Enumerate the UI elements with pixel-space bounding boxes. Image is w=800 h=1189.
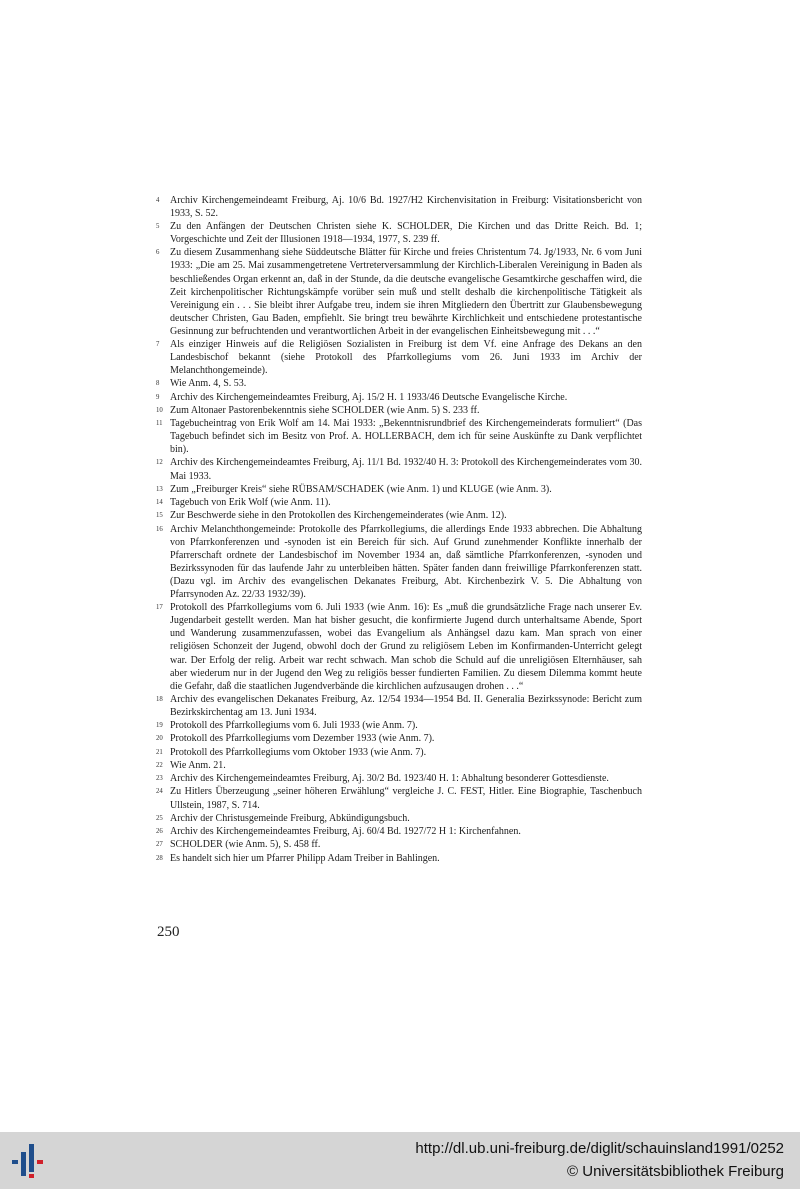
source-url-link[interactable]: http://dl.ub.uni-freiburg.de/diglit/schauinsland1991/0252 [415,1140,784,1157]
footnote-number: 16 [156,525,163,533]
footnote-text: Tagebuch von Erik Wolf (wie Anm. 11). [170,496,331,508]
footnote-number: 25 [156,814,163,822]
footnote-number: 27 [156,841,163,849]
footnote-number: 23 [156,775,163,783]
footnote-number: 26 [156,827,163,835]
footnote-number: 18 [156,695,163,703]
footnote-text: Protokoll des Pfarrkollegiums vom 6. Juli 1933 (wie Anm. 16): Es „muß die grundsätzliche Frage nach unserer Ev. Jugendarbeit gestellt werden. Man hat bisher gesucht, die konfirmierte Jugend durch unterhaltsame Abende, Sport und Wanderung zusammenzufassen, wobei das Evangelium als Anhängsel dazu kam. Man sprach von einer religiösen Schonzeit der Jugend, obwohl doch der Grund zu religiösem Leben im Konfirmanden-Unterricht gelegt war. Der Erfolg der relig. Arbeit war recht schwach. Man schob die Schuld auf die unreligiösen Elternhäuser, sah aber wiederum nur in der Jugend den Weg zu religiös besser fundierten Familien. Zu diesem Dilemma kommt heute die Gefahr, daß die staatlichen Jugendverbände die kirchlichen aufzusaugen drohen . . .“ [170,602,642,692]
footnote-number: 7 [156,341,160,349]
footnote-text: Protokoll des Pfarrkollegiums vom Oktober 1933 (wie Anm. 7). [170,746,427,758]
footnote [156,483,642,496]
footer-bar [0,1132,800,1189]
footnote-text: Zu diesem Zusammenhang siehe Süddeutsche Blätter für Kirche und freies Christentum 74. Jg/1933, Nr. 6 vom Juni 1933: „Die am 25. Mai zusammengetretene Vertreterversammlung der Kirchlich-Liberalen Vereinigung in Baden als beschließendes Organ erkennt an, daß in der Stunde, da die deutsche evangelische Gesamtkirche geschaffen wird, die Zeit kirchenpolitischer Richtungskämpfe vorüber sein muß und stellt deshalb die kirchenpolitische Tätigkeit als Vereinigung ein . . . Sie bleibt ihrer Aufgabe treu, indem sie ihren Mitgliedern den Übertritt zur Glaubensbewegung deutscher Christen, Gau Baden, empfiehlt. Sie bringt treu bewährte Kirchlichkeit und entschiedene protestantische Gesinnung zur befruchtenden und verantwortlichen Arbeit in der evangelischen Einheitsbewegung mit . . .“ [170,247,642,337]
footnote [156,785,642,811]
footnote-number: 4 [156,197,160,204]
footnote-number: 21 [156,748,163,756]
footnote [156,391,642,404]
footnote-number: 20 [156,735,163,743]
page-number: 250 [157,924,180,940]
footnote [156,194,642,220]
footnote-text: Protokoll des Pfarrkollegiums vom Dezember 1933 (wie Anm. 7). [170,733,435,745]
footnote-text: Archiv Melanchthongemeinde: Protokolle des Pfarrkollegiums, die allerdings Ende 1933 abbrechen. Die Abhaltung von Pfarrkonferenzen und -synoden ist ein Bereich für sich. Auf Grund zunehmender Konflikte innerhalb der Pfarrerschaft ordnete der Landesbischof im November 1934 an, daß sämtliche Pfarrkonferenzen, -synoden und Bezirkssynoden für das laufende Jahr zu unterbleiben hätten. Später fanden dann freiwillige Pfarrkonferenzen statt. (Dazu vgl. im Archiv des evangelischen Dekanates Freiburg, Abt. Kirchenbezirk V. 5. Die Abhaltung von Pfarrsynoden Az. 22/33 1932/39). [170,523,642,601]
footnote-number: 9 [156,393,160,401]
footnote [156,825,642,838]
footnote-number: 6 [156,249,160,257]
footnote [156,523,642,602]
footnote [156,338,642,377]
footnote [156,220,642,246]
footnote-text: Wie Anm. 4, S. 53. [170,378,247,390]
footnote-number: 11 [156,420,163,428]
footnote-number: 28 [156,854,163,862]
footnote [156,772,642,785]
footnote-text: Zur Beschwerde siehe in den Protokollen des Kirchengemeinderates (wie Anm. 12). [170,510,507,522]
footnote [156,601,642,693]
footnote-text: Archiv des Kirchengemeindeamtes Freiburg, Aj. 60/4 Bd. 1927/72 H 1: Kirchenfahnen. [170,825,521,837]
footnote-number: 15 [156,512,163,520]
footnote-number: 13 [156,485,163,493]
footnote [156,852,642,865]
footnote [156,693,642,719]
footnote [156,719,642,732]
footnote-number: 17 [156,604,163,612]
footnote-text: Archiv des Kirchengemeindeamtes Freiburg, Aj. 15/2 H. 1 1933/46 Deutsche Evangelische Kirche. [170,391,568,403]
footnotes-list [156,194,642,865]
footnote-number: 14 [156,498,163,506]
footnote [156,509,642,522]
footnote-text: Zum „Freiburger Kreis“ siehe RÜBSAM/SCHADEK (wie Anm. 1) und KLUGE (wie Anm. 3). [170,483,552,495]
copyright-text: © Universitätsbibliothek Freiburg [567,1163,784,1180]
footnote-number: 19 [156,721,163,729]
footnote-text: Archiv der Christusgemeinde Freiburg, Abkündigungsbuch. [170,812,410,824]
footnote-text: Archiv des evangelischen Dekanates Freiburg, Az. 12/54 1934—1954 Bd. II. Generalia Bezirkssynode: Bericht zum Bezirkskirchentag am 13. Juni 1934. [170,693,642,718]
footnote [156,732,642,745]
footnote-text: Zu den Anfängen der Deutschen Christen siehe K. SCHOLDER, Die Kirchen und das Dritte Reich. Bd. 1; Vorgeschichte und Zeit der Illusionen 1918—1934, 1977, S. 239 ff. [170,221,642,246]
footnote-text: Es handelt sich hier um Pfarrer Philipp Adam Treiber in Bahlingen. [170,852,440,864]
ub-freiburg-logo-icon[interactable] [10,1140,52,1180]
footnote [156,246,642,338]
footnote [156,456,642,482]
footnote [156,812,642,825]
footnote-text: Tagebucheintrag von Erik Wolf am 14. Mai 1933: „Bekenntnisrundbrief des Kirchengemeinderats formuliert“ (Das Tagebuch befindet sich im Besitz von Prof. A. HOLLERBACH, dem ich für seine Auskünfte zu Dank verpflichtet bin). [170,418,642,456]
footnote-text: Zu Hitlers Überzeugung „seiner höheren Erwählung“ vergleiche J. C. FEST, Hitler. Eine Biographie, Taschenbuch Ullstein, 1987, S. 714. [170,786,642,811]
footnote-text: Archiv des Kirchengemeindeamtes Freiburg, Aj. 11/1 Bd. 1932/40 H. 3: Protokoll des Kirchengemeinderates vom 30. Mai 1933. [170,457,642,482]
footnote-text: Archiv Kirchengemeindeamt Freiburg, Aj. 10/6 Bd. 1927/H2 Kirchenvisitation in Freiburg: Visitationsbericht von 1933, S. 52. [170,195,642,220]
footnote [156,838,642,851]
footnote-text: Archiv des Kirchengemeindeamtes Freiburg, Aj. 30/2 Bd. 1923/40 H. 1: Abhaltung besonderer Gottesdienste. [170,773,609,785]
footnote [156,404,642,417]
footnote [156,759,642,772]
footnote-number: 22 [156,761,163,769]
footnote-number: 24 [156,788,163,796]
footnote [156,377,642,390]
footnote-number: 8 [156,380,160,388]
footnote [156,496,642,509]
footnote [156,746,642,759]
footnote-number: 5 [156,223,160,231]
footnote-text: Zum Altonaer Pastorenbekenntnis siehe SCHOLDER (wie Anm. 5) S. 233 ff. [170,404,480,416]
footnote-number: 12 [156,459,163,467]
footnote [156,417,642,456]
footnote-text: Protokoll des Pfarrkollegiums vom 6. Juli 1933 (wie Anm. 7). [170,719,418,731]
footnote-text: Wie Anm. 21. [170,759,226,771]
footnote-number: 10 [156,406,163,414]
footnote-text: Als einziger Hinweis auf die Religiösen Sozialisten in Freiburg ist dem Vf. eine Anfrage des Dekans an den Landesbischof bekannt (siehe Protokoll des Pfarrkollegiums vom 26. Juni 1933 im Archiv der Melanchthongemeinde). [170,339,642,377]
footnote-text: SCHOLDER (wie Anm. 5), S. 458 ff. [170,839,321,851]
